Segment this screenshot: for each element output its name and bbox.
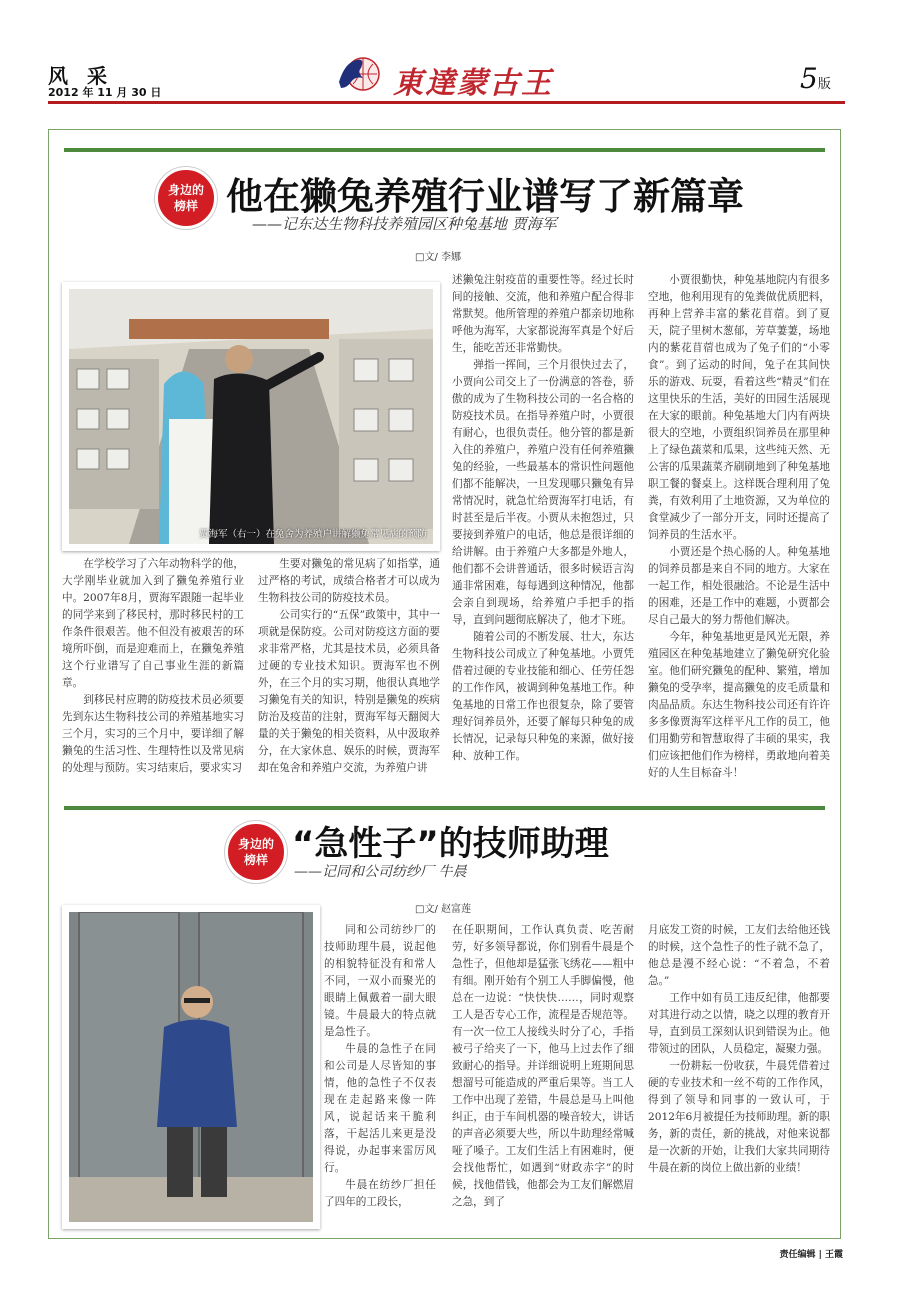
article2-byline: □文/ 赵富莲 [415,904,471,915]
page-number-value: 5 [800,62,818,95]
article1-top-rule [64,148,825,152]
article1-subtitle: ——记东达生物科技养殖园区种兔基地 贾海军 [252,215,557,233]
issue-date: 2012 年 11 月 30 日 [48,86,162,99]
paragraph: 牛晨的急性子在同和公司是人尽皆知的事情，他的急性子不仅表现在走起路来像一阵风，说起话来干脆利落，干起活儿来更是没得说，办起事来雷厉风行。 [324,1043,436,1174]
article1-column-4 [648,272,830,792]
paragraph: 小贾很勤快，种兔基地院内有很多空地，他利用现有的兔粪做优质肥料，再种上营养丰富的紫花苜蓿。到了夏天，院子里树木葱郁，芳草萋萋，场地内的紫花苜蓿也成为了兔子们的“小零食”。到了运动的时间，兔子在其间快乐的游戏、玩耍，看着这些“精灵”们在这里快乐的生活，美好的田园生活展现在大家的眼前。种兔基地大门内有两块很大的空地，小贾组织饲养员在那里种上了绿色蔬菜和瓜果，这些纯天然、无公害的瓜果蔬菜齐刷刷地到了种兔基地职工餐的餐桌上。这样既合理利用了兔粪，有效利用了土地资源，又为单位的食堂减少了一部分开支，同时还提高了饲养员的生活水平。 [648,274,830,541]
newspaper-logo [335,52,580,101]
rabbit-barn-image-icon [69,289,433,544]
paragraph: 同和公司纺纱厂的技师助理牛晨，说起他的相貌特征没有和常人不同，一双小而聚光的眼睛上佩戴着一副大眼镜。牛晨最大的特点就是急性子。 [324,924,436,1038]
page-number [800,62,831,95]
paragraph: 小贾还是个热心肠的人。种兔基地的饲养员都是来自不同的地方。大家在一起工作，相处很融洽。不论是生活中的困难，还是工作中的难题，小贾都会尽自己最大的努力帮他们解决。 [648,546,830,626]
paragraph: 述獭兔注射疫苗的重要性等。经过长时间的接触、交流，他和养殖户配合得非常默契。他所管理的养殖户都亲切地称呼他为海军，大家都说海军真是个好后生，能吃苦还非常勤快。 [452,274,634,354]
badge-line1: 身边的 [167,183,204,197]
paragraph: 月底发工资的时候，工友们去给他还钱的时候，这个急性子的性子就不急了，他总是漫不经心说：“不着急，不着急。” [648,924,830,987]
paragraph: 随着公司的不断发展、壮大，东达生物科技公司成立了种兔基地。小贾凭借着过硬的专业技能和细心、任劳任怨的工作作风，被调到种兔基地工作。种兔基地的日常工作也很复杂，除了要管理好饲养员外，还要了解每只种兔的成长情况，记录每只种兔的来源，做好接种、放种工作。 [452,631,634,762]
footer-editor: 责任编辑 | 王霞 [779,1250,843,1260]
logo-text: 東達蒙古王 [393,66,553,101]
page-number-unit: 版 [817,77,831,92]
portrait-image-icon [69,912,313,1222]
paragraph: 牛晨在纺纱厂担任了四年的工段长， [324,1179,436,1208]
paragraph: 工作中如有员工违反纪律，他都要对其进行动之以情，晓之以理的教育开导，直到员工深刻认识到错误为止。他带领过的团队，人员稳定，凝聚力强。 [648,992,830,1055]
article1-byline: □文/ 李娜 [415,252,461,263]
badge-line2: 榜样 [243,853,268,867]
article2-photo [62,905,320,1229]
paragraph: 到移民村应聘的防疫技术员必须要先到东达生物科技公司的养殖基地实习三个月，实习的三个月中，要详细了解獭兔的生活习性、生理特性以及常见病的处理与预防。实习结束后，要求实习 [62,694,244,774]
article2-top-rule [64,806,825,810]
paragraph: 公司实行的“五保”政策中，其中一项就是保防疫。公司对防疫这方面的要求非常严格，尤其是技术员，必须具备过硬的专业技术知识。贾海军也不例外，在三个月的实习期，他很认真地学习獭兔有关的知识，特别是獭兔的疾病防治及疫苗的注射，贾海军每天翻阅大量的关于獭兔的相关资料，从中汲取养分，在大家休息、娱乐的时候，贾海军却在兔舍和养殖户交流，为养殖户讲 [258,609,440,774]
article2-badge [225,821,287,883]
paragraph: 在任职期间，工作认真负责、吃苦耐劳，好多领导都说，你们别看牛晨是个急性子，但他却是猛张飞绣花——粗中有细。刚开始有个别工人手脚偏慢，他总在一边说：“快快快……，同时观察工人是否专心工作，流程是否规范等。有一次一位工人接线头时分了心，手指被弓子给夹了一下，他马上过去作了细致耐心的指导。并详细说明上班期间思想溜号可能造成的严重后果等。当工人工作中出现了差错，牛晨总是马上叫他纠正，由于车间机器的噪音较大，讲话的声音必须要大些，所以牛助理经常喊哑了嗓子。工友们生活上有困难时，便会找他帮忙，如遇到“财政赤字”的时候，找他借钱，他都会为工友们解燃眉之急，到了 [452,924,634,1208]
article2-subtitle: ——记同和公司纺纱厂 牛晨 [294,864,467,880]
rabbit-barn-photo [69,289,433,544]
masthead-rule [48,101,845,104]
badge-line2: 榜样 [173,199,198,213]
paragraph: 在学校学习了六年动物科学的他，大学刚毕业就加入到了獭兔养殖行业中。2007年8月，贾海军跟随一起毕业的同学来到了移民村，那时移民村的工作条件很艰苦。他不但没有被艰苦的环境所吓倒，而是迎难而上，在獭兔养殖这个行业谱写了自己事业生涯的新篇章。 [62,558,244,689]
paragraph: 生要对獭兔的常见病了如指掌，通过严格的考试，成绩合格者才可以成为生物科技公司的防疫技术员。 [258,558,440,604]
article1-column-3 [452,272,634,792]
article1-photo [62,282,440,551]
section-name: 风 采 [48,64,113,88]
portrait-photo [69,912,313,1222]
horse-globe-logo-icon [335,52,385,96]
article1-photo-caption: 贾海军（右一）在兔舍为养殖户讲解獭兔常见病的预防 [198,529,427,540]
article2-column-1 [324,922,436,1214]
article2-column-2 [452,922,634,1214]
article1-column-1 [62,556,244,794]
badge-line1: 身边的 [237,837,274,851]
article2-column-3 [648,922,830,1214]
article1-title: 他在獭兔养殖行业谱写了新篇章 [226,175,744,218]
paragraph: 今年，种兔基地更是风光无限，养殖园区在种兔基地建立了獭兔研究化验室。他们研究獭兔的配种、繁殖，增加獭兔的受孕率，提高獭兔的皮毛质量和肉品品质。东达生物科技公司还有许许多多像贾海军这样平凡工作的员工，他们用勤劳和智慧取得了丰硕的果实，我们应该把他们作为榜样，勇敢地向着美好的人生目标奋斗！ [648,631,830,779]
paragraph: 弹指一挥间，三个月很快过去了，小贾向公司交上了一份满意的答卷，骄傲的成为了生物科技公司的一名合格的防疫技术员。在指导养殖户时，小贾很有耐心，也很负责任。他分管的都是新入住的养殖户，养殖户没有任何养殖獭兔的经验，一些最基本的常识性问题他们都不能解决，一旦发现哪只獭兔有异常情况时，就急忙给贾海军打电话，有时甚至是后半夜。小贾从未抱怨过，只要接到养殖户的电话，他总是很详细的给讲解。由于养殖户大多都是外地人，他们都不会讲普通话，很多时候语言沟通非常困难，每每遇到这种情况，他都会亲自到现场，给养殖户手把手的指导，直到问题彻底解决了，他才下班。 [452,359,634,626]
paragraph: 一份耕耘一份收获，牛晨凭借着过硬的专业技术和一丝不苟的工作作风，得到了领导和同事的一致认可，于2012年6月被提任为技师助理。新的职务，新的责任，新的挑战，对他来说都是一次新的开始，让我们大家共同期待牛晨在新的岗位上做出新的业绩！ [648,1060,830,1174]
article1-column-2 [258,556,440,794]
article2-title: “急性子”的技师助理 [292,824,609,864]
article1-badge [155,167,217,229]
